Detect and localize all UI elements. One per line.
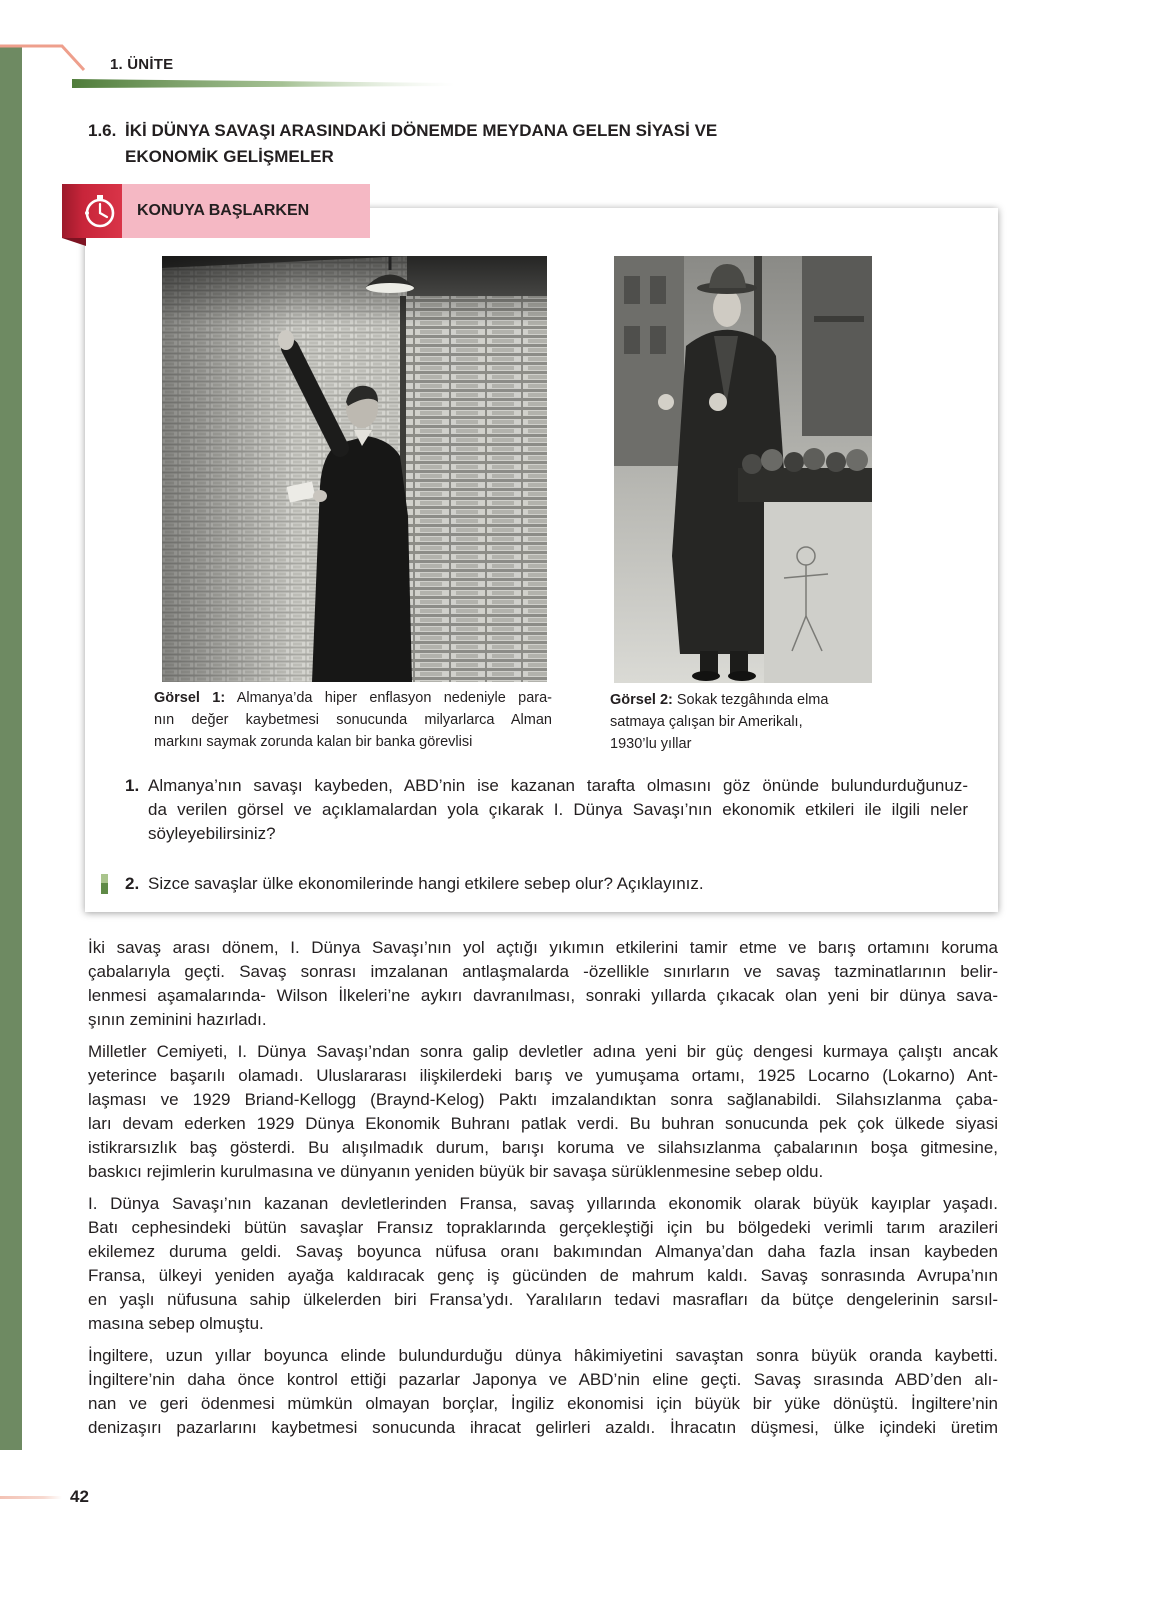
body-text-line: masına sebep olmuştu. bbox=[88, 1314, 264, 1333]
paragraph bbox=[88, 1040, 998, 1184]
caption-line: 1930’lu yıllar bbox=[610, 736, 692, 752]
section-title-line: EKONOMİK GELİŞMELER bbox=[125, 147, 334, 166]
question-marker bbox=[101, 874, 108, 894]
header-decoration bbox=[0, 38, 480, 92]
unit-label: 1. ÜNİTE bbox=[110, 56, 174, 73]
body-text-line: İngiltere’nin daha önce kontrol ettiği pazarlar Japonya ve ABD’nin eline geçti. Savaş sırasında ABD’den alı- bbox=[88, 1370, 998, 1389]
figure-label: Görsel 1: bbox=[154, 690, 226, 706]
figure-label: Görsel 2: bbox=[610, 692, 673, 708]
caption-line bbox=[154, 687, 552, 709]
caption-line bbox=[610, 689, 880, 711]
question-line: da verilen görsel ve açıklamalardan yola çıkarak I. Dünya Savaşı’nın ekonomik etkileri ile ilgili neler bbox=[148, 800, 968, 819]
question-line: Sizce savaşlar ülke ekonomilerinde hangi etkilere sebep olur? Açıklayınız. bbox=[148, 874, 704, 893]
body-text-line: yeterince başarılı olamadı. Uluslararası ilişkilerdeki barış ve yumuşama ortamı, 1925 Locarno (Lokarno) Ant- bbox=[88, 1066, 998, 1085]
paragraph bbox=[88, 936, 998, 1032]
body-text-line: ekilemez duruma geldi. Savaş boyunca nüfusa oranı bakımından Almanya’dan daha fazla insan kaybeden bbox=[88, 1242, 998, 1261]
question-line: söyleyebilirsiniz? bbox=[148, 824, 276, 843]
caption-line: nın değer kaybetmesi sonucunda milyarlarca Alman bbox=[154, 712, 552, 728]
question-number: 2. bbox=[125, 874, 140, 893]
page-number: 42 bbox=[70, 1487, 89, 1506]
question-line: Almanya’nın savaşı kaybeden, ABD’nin ise kazanan tarafta olmasını göz önünde bulundurduğunuz- bbox=[148, 776, 968, 795]
figure-2-caption bbox=[610, 689, 880, 755]
body-text-line: çabalarıyla geçti. Savaş sonrası imzalanan antlaşmalarda -özellikle sınırların ve savaş tazminatlarının belir- bbox=[88, 962, 998, 981]
figure-2-photo bbox=[614, 256, 872, 683]
caption-line: markını saymak zorunda kalan bir banka görevlisi bbox=[154, 734, 473, 750]
body-text-line: istikrarsızlık baş gösterdi. Bu alışılmadık durum, barışı koruma ve silahsızlanma çabalarının boşa gitmesine, bbox=[88, 1138, 998, 1157]
body-text-line: İki savaş arası dönem, I. Dünya Savaşı’nın yol açtığı yıkımın etkilerini tamir etme ve barış ortamını koruma bbox=[88, 938, 998, 957]
body-text-line: ları devam ederken 1929 Dünya Ekonomik Buhranı patlak verdi. Bu buhran sonucunda pek çok ülkede siyasi bbox=[88, 1114, 998, 1133]
section-title bbox=[125, 118, 717, 170]
body-text-line: Milletler Cemiyeti, I. Dünya Savaşı’ndan sonra galip devletler adına yeni bir güç dengesi kurmaya çalıştı ancak bbox=[88, 1042, 998, 1061]
paragraph bbox=[88, 1192, 998, 1336]
ribbon-marker bbox=[62, 184, 122, 248]
caption-line: satmaya çalışan bir Amerikalı, bbox=[610, 714, 803, 730]
intro-tab-label: KONUYA BAŞLARKEN bbox=[137, 202, 310, 219]
question-2 bbox=[148, 872, 968, 896]
body-text-line: nan ve geri ödenmesi mümkün olmayan borçlar, İngiliz ekonomisi için büyük bir yüke dönüştü. İngiltere’nin bbox=[88, 1394, 998, 1413]
page-number-rule bbox=[0, 1496, 62, 1499]
body-text-line: Batı cephesindeki bütün savaşlar Fransız topraklarında gerçekleştiği için bu bölgedeki verimli tarım arazileri bbox=[88, 1218, 998, 1237]
body-text-line: en yaşlı nüfusuna sahip ülkelerden biri Fransa’ydı. Yaralıların tedavi masrafları da bütçe dengelerinin sarsıl- bbox=[88, 1290, 998, 1309]
question-1 bbox=[148, 774, 968, 846]
caption-text: Almanya’da hiper enflasyon nedeniyle para- bbox=[236, 690, 552, 706]
section-title-line: İKİ DÜNYA SAVAŞI ARASINDAKİ DÖNEMDE MEYDANA GELEN SİYASİ VE bbox=[125, 121, 718, 140]
figure-1-photo bbox=[162, 256, 547, 682]
figure-1-caption bbox=[154, 687, 552, 753]
caption-text: Sokak tezgâhında elma bbox=[676, 692, 829, 708]
unit-side-bar bbox=[0, 46, 22, 1450]
body-text-line: İngiltere, uzun yıllar boyunca elinde bulundurduğu dünya hâkimiyetini savaştan sonra büyük oranda kaybetti. bbox=[88, 1346, 998, 1365]
body-text-line: baskıcı rejimlerin kurulmasına ve dünyanın yeniden büyük bir savaşa sürüklenmesine sebep oldu. bbox=[88, 1162, 824, 1181]
body-text-line: I. Dünya Savaşı’nın kazanan devletlerinden Fransa, savaş yıllarında ekonomik olarak büyük kayıplar yaşadı. bbox=[88, 1194, 998, 1213]
paragraph bbox=[88, 1344, 998, 1440]
intro-tab bbox=[120, 184, 370, 238]
body-text-line: şının zeminini hazırladı. bbox=[88, 1010, 267, 1029]
question-number: 1. bbox=[125, 776, 140, 795]
body-text-line: denizaşırı pazarlarını kaybetmesi sonucunda ihracat gelirleri azaldı. İhracatın düşmesi, ülke içindeki üretim bbox=[88, 1418, 998, 1437]
body-text-line: Fransa, ülkeyi yeniden ayağa kaldıracak genç iş gücünden de mahrum kaldı. Savaş sonrasında Avrupa’nın bbox=[88, 1266, 998, 1285]
section-number: 1.6. bbox=[88, 121, 117, 140]
body-text-line: laşması ve 1929 Briand-Kellogg (Braynd-Kelog) Paktı imzalandıktan sonra sağlanabildi. Silahsızlanma çaba- bbox=[88, 1090, 998, 1109]
body-text-line: lenmesi aşamalarında- Wilson İlkeleri’ne aykırı davranılması, sonraki yıllarda çıkacak olan yeni bir dünya sava- bbox=[88, 986, 998, 1005]
